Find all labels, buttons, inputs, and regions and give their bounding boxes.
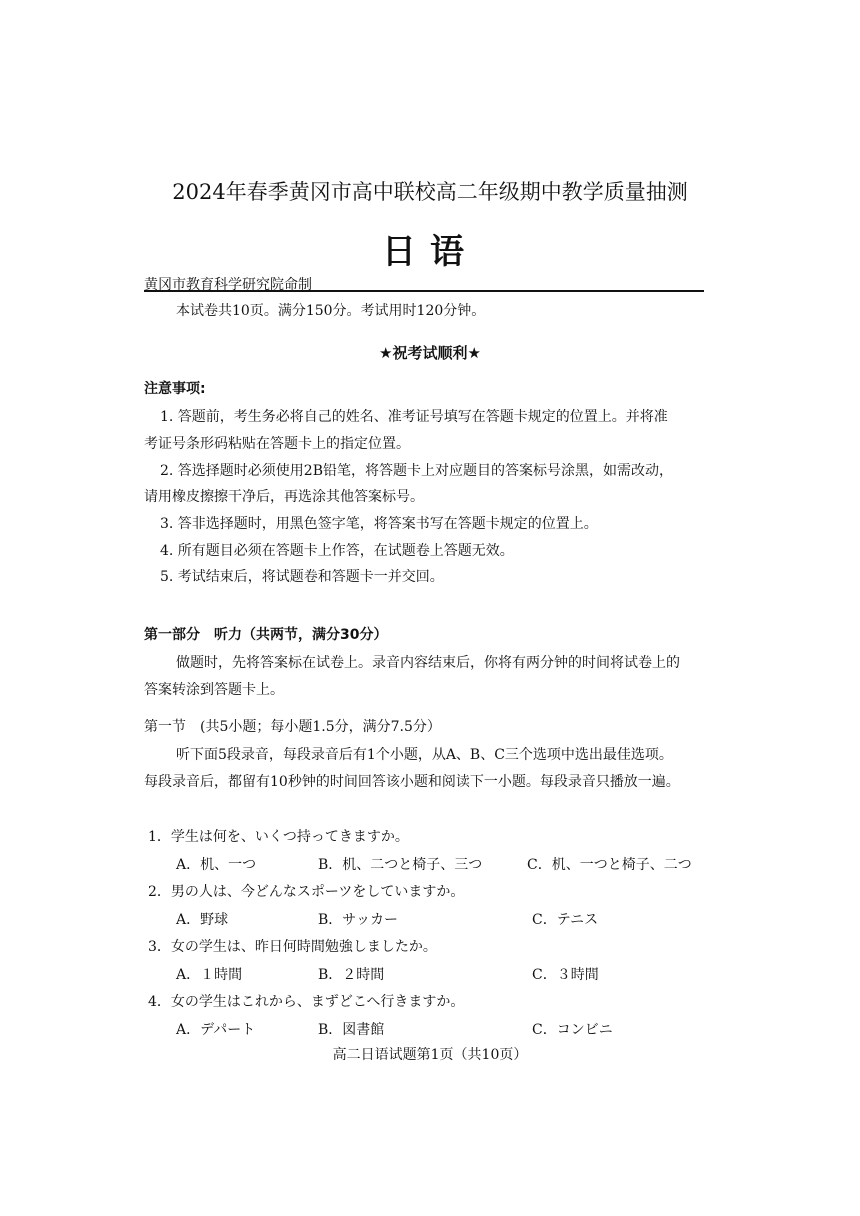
exam-info: 本试卷共10页。满分150分。考试用时120分钟。 (176, 303, 486, 319)
question-option: B．図書館 (318, 1022, 385, 1038)
good-luck-banner: ★祝考试顺利★ (379, 344, 481, 362)
part1-intro-line: 答案转涂到答题卡上。 (144, 682, 284, 698)
question-option: A．１時間 (176, 967, 243, 983)
notes-heading: 注意事项: (144, 381, 206, 397)
question-option: A．デパート (176, 1022, 256, 1038)
question-option: C．机、一つと椅子、二つ (527, 857, 692, 873)
question-stem: 2．男の人は、今どんなスポーツをしていますか。 (148, 884, 465, 900)
question-option: A．机、一つ (176, 857, 257, 873)
issuing-organization: 黄冈市教育科学研究院命制 (144, 277, 312, 293)
note-line: 3. 答非选择题时，用黑色签字笔，将答案书写在答题卡规定的位置上。 (160, 516, 598, 532)
question-option: C．コンビニ (532, 1022, 613, 1038)
question-option: B．サッカー (318, 912, 399, 928)
subject-title: 日语 (382, 232, 478, 272)
question-option: A．野球 (176, 912, 229, 928)
note-line: 请用橡皮擦擦干净后，再选涂其他答案标号。 (144, 489, 424, 505)
question-stem: 1．学生は何を、いくつ持ってきますか。 (148, 829, 409, 845)
question-stem: 4．女の学生はこれから、まずどこへ行きますか。 (148, 994, 465, 1010)
question-option: B．机、二つと椅子、三つ (318, 857, 483, 873)
question-option: C．テニス (532, 912, 599, 928)
note-line: 4. 所有题目必须在答题卡上作答，在试题卷上答题无效。 (160, 543, 514, 559)
section1-heading: 第一节 (共5小题；每小题1.5分，满分7.5分） (144, 719, 441, 735)
note-line: 2. 答选择题时必须使用2B铅笔，将答题卡上对应题目的答案标号涂黑，如需改动， (160, 463, 674, 479)
question-option: B．２時間 (318, 967, 385, 983)
part1-heading: 第一部分 听力（共两节，满分30分） (144, 627, 388, 643)
question-option: C．３時間 (532, 967, 599, 983)
exam-title: 2024年春季黄冈市高中联校高二年级期中教学质量抽测 (172, 180, 688, 204)
note-line: 5. 考试结束后，将试题卷和答题卡一并交回。 (160, 569, 444, 585)
question-stem: 3．女の学生は、昨日何時間勉強しましたか。 (148, 939, 437, 955)
page-footer: 高二日语试题第1页（共10页） (332, 1047, 528, 1063)
section1-intro-line: 听下面5段录音，每段录音后有1个小题，从A、B、C三个选项中选出最佳选项。 (176, 747, 673, 763)
part1-intro-line: 做题时，先将答案标在试卷上。录音内容结束后，你将有两分钟的时间将试卷上的 (176, 655, 680, 671)
section1-intro-line: 每段录音后，都留有10秒钟的时间回答该小题和阅读下一小题。每段录音只播放一遍。 (144, 774, 680, 790)
note-line: 1. 答题前，考生务必将自己的姓名、准考证号填写在答题卡规定的位置上。并将准 (160, 409, 668, 425)
header-divider (144, 290, 704, 292)
note-line: 考证号条形码粘贴在答题卡上的指定位置。 (144, 436, 410, 452)
